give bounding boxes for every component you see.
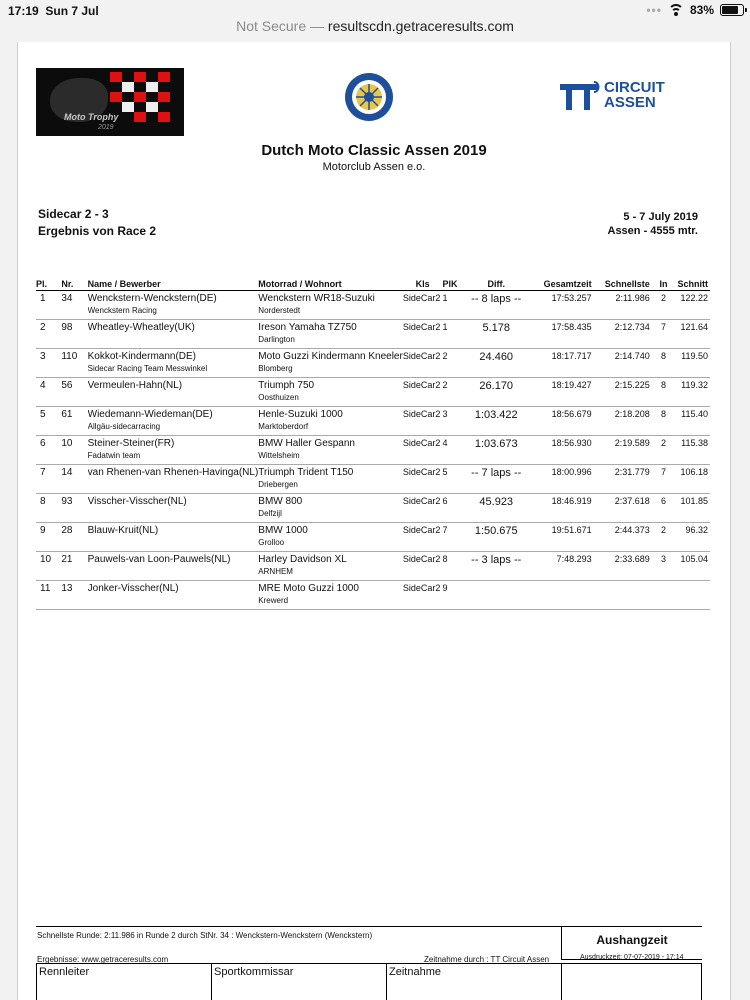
timing-by: Zeitnahme durch : TT Circuit Assen (424, 955, 550, 964)
rider-names: Wenckstern-Wenckstern(DE) (87, 292, 217, 304)
rider-names: Blauw-Kruit(NL) (87, 524, 159, 536)
total-time: 19:51.671 (551, 524, 592, 535)
posted-time-label: Aushangzeit (596, 933, 668, 947)
fastest-lap-number: 7 (661, 321, 667, 332)
rider-names: van Rhenen-van Rhenen-Havinga(NL) (87, 466, 259, 478)
table-row (36, 290, 710, 319)
class-code: SideCar2 (402, 466, 441, 477)
results-footer (36, 926, 702, 1000)
average-speed: 119.50 (681, 350, 708, 361)
fastest-lap: 2:44.373 (614, 524, 650, 535)
fastest-lap-number: 2 (661, 292, 667, 303)
rider-names: Wiedemann-Wiedeman(DE) (87, 408, 213, 420)
position: 5 (40, 408, 46, 420)
url-host: resultscdn.getraceresults.com (327, 18, 514, 34)
average-speed: 106.18 (680, 466, 708, 477)
total-time: 18:17.717 (551, 350, 592, 361)
col-in: In (652, 278, 675, 290)
logo-assen-text: ASSEN (604, 94, 656, 111)
hometown: Driebergen (258, 479, 298, 489)
motorcycle: Harley Davidson XL (258, 553, 347, 565)
class-position: 4 (442, 437, 448, 448)
motorcycle: BMW Haller Gespann (258, 437, 355, 449)
gap: -- 8 laps -- (471, 292, 522, 305)
start-number: 28 (61, 524, 73, 536)
motorcycle: BMW 800 (258, 495, 303, 507)
status-time-date: 17:19 Sun 7 Jul (8, 4, 99, 18)
tt-logo-icon (558, 80, 602, 112)
battery-icon (720, 4, 744, 16)
team-name: Sidecar Racing Team Messwinkel (87, 363, 208, 373)
total-time: 18:56.930 (551, 437, 592, 448)
average-speed: 115.40 (681, 408, 708, 419)
organizer-name: Motorclub Assen e.o. (322, 161, 426, 173)
motorcycle: BMW 1000 (258, 524, 308, 536)
sign-empty-cell (561, 964, 702, 1000)
table-row (36, 464, 710, 493)
fastest-lap: 2:12.734 (614, 321, 650, 332)
motorcycle: Moto Guzzi Kindermann Kneeler (258, 350, 403, 362)
table-header-row (36, 278, 710, 290)
gap: 24.460 (479, 350, 514, 363)
average-speed: 121.64 (680, 321, 708, 332)
position: 3 (40, 350, 46, 362)
total-time: 18:46.919 (551, 495, 592, 506)
start-number: 34 (61, 292, 73, 304)
position: 9 (40, 524, 46, 536)
class-code: SideCar2 (402, 321, 441, 332)
sign-race-director: Rennleiter (36, 964, 211, 1000)
result-name: Ergebnis von Race 2 (38, 224, 157, 238)
table-row (36, 319, 710, 348)
start-number: 61 (61, 408, 73, 420)
rider-names: Pauwels-van Loon-Pauwels(NL) (87, 553, 231, 565)
class-position: 3 (442, 408, 448, 419)
sign-timekeeping: Zeitnahme (386, 964, 561, 1000)
motorclub-seal-icon (344, 72, 394, 122)
fastest-lap-number: 3 (661, 553, 667, 564)
position: 8 (40, 495, 46, 507)
col-diff: Diff. (458, 278, 534, 290)
start-number: 14 (61, 466, 73, 478)
gap: -- 3 laps -- (471, 553, 522, 566)
class-position: 1 (442, 292, 448, 303)
class-code: SideCar2 (402, 582, 441, 593)
class-position: 8 (442, 553, 448, 564)
hometown: Grolloo (258, 537, 285, 547)
class-code: SideCar2 (402, 408, 441, 419)
start-number: 56 (61, 379, 73, 391)
total-time: 18:00.996 (551, 466, 592, 477)
rider-names: Kokkot-Kindermann(DE) (87, 350, 197, 362)
wifi-icon (668, 4, 684, 16)
table-row (36, 377, 710, 406)
date-location (608, 210, 699, 238)
gap: -- 7 laps -- (471, 466, 522, 479)
hometown: Krewerd (258, 595, 289, 605)
average-speed: 119.32 (681, 379, 708, 390)
start-number: 110 (61, 350, 78, 362)
class-position: 9 (442, 582, 448, 593)
total-time: 17:58.435 (551, 321, 592, 332)
gap: 1:50.675 (474, 524, 518, 537)
motorcycle: MRE Moto Guzzi 1000 (258, 582, 359, 594)
col-total: Gesamtzeit (534, 278, 593, 290)
gap: 1:03.673 (474, 437, 518, 450)
hometown: Delfzijl (258, 508, 282, 518)
total-time: 7:48.293 (556, 553, 592, 564)
event-title: Dutch Moto Classic Assen 2019 (261, 142, 487, 159)
average-speed: 96.32 (685, 524, 708, 535)
fastest-lap-number: 2 (661, 437, 667, 448)
table-row (36, 493, 710, 522)
tt-circuit-assen-logo (558, 76, 698, 116)
start-number: 21 (61, 553, 73, 565)
moto-trophy-logo (36, 68, 184, 136)
class-code: SideCar2 (402, 379, 441, 390)
class-name: Sidecar 2 - 3 (38, 207, 109, 221)
fastest-lap: 2:37.618 (614, 495, 650, 506)
rider-names: Visscher-Visscher(NL) (87, 495, 187, 507)
class-heading (38, 206, 156, 240)
table-row (36, 551, 710, 580)
fastest-lap: 2:18.208 (614, 408, 650, 419)
table-row (36, 522, 710, 551)
hometown: Wittelsheim (258, 450, 300, 460)
multitask-dots-icon: ••• (646, 3, 662, 17)
fastest-lap: 2:19.589 (614, 437, 650, 448)
print-date: Ausdruckzeit: 07-07-2019 - 17:14 (580, 954, 684, 961)
team-name: Fadatwin team (87, 450, 141, 460)
start-number: 10 (61, 437, 73, 449)
average-speed: 105.04 (680, 553, 708, 564)
hometown: ARNHEM (258, 566, 293, 576)
hometown: Norderstedt (258, 305, 301, 315)
team-name: Allgäu-sidecarracing (87, 421, 161, 431)
rider-names: Wheatley-Wheatley(UK) (87, 321, 195, 333)
class-position: 2 (442, 350, 448, 361)
logo-circuit-text: CIRCUIT (604, 79, 665, 96)
position: 6 (40, 437, 46, 449)
hometown: Marktoberdorf (258, 421, 309, 431)
start-number: 13 (61, 582, 73, 594)
team-name: Wenckstern Racing (87, 305, 157, 315)
motorcycle: Ireson Yamaha TZ750 (258, 321, 357, 333)
class-code: SideCar2 (402, 350, 441, 361)
battery-percent: 83% (689, 3, 714, 17)
position: 1 (40, 292, 46, 304)
position: 11 (40, 582, 51, 594)
track-location: Assen - 4555 mtr. (607, 225, 698, 237)
col-name: Name / Bewerber (88, 278, 259, 290)
table-row (36, 406, 710, 435)
position: 2 (40, 321, 46, 333)
fastest-lap-number: 8 (661, 379, 667, 390)
average-speed: 115.38 (681, 437, 708, 448)
table-row (36, 348, 710, 377)
average-speed: 101.85 (680, 495, 708, 506)
logo-left-text: Moto Trophy (64, 112, 119, 122)
start-number: 93 (61, 495, 73, 507)
hometown: Darlington (258, 334, 295, 344)
hometown: Oosthuizen (258, 392, 299, 402)
event-dates: 5 - 7 July 2019 (623, 211, 698, 223)
col-plk: PlK (442, 278, 458, 289)
rider-names: Vermeulen-Hahn(NL) (87, 379, 183, 391)
gap: 5.178 (482, 321, 510, 334)
logo-left-year: 2019 (98, 124, 114, 131)
start-number: 98 (61, 321, 73, 333)
fastest-lap-number: 8 (661, 408, 667, 419)
class-code: SideCar2 (402, 553, 441, 564)
col-kls: Kls (403, 278, 443, 290)
gap: 45.923 (479, 495, 514, 508)
gap: 1:03.422 (474, 408, 518, 421)
fastest-lap: 2:15.225 (614, 379, 650, 390)
fastest-lap-number: 6 (661, 495, 667, 506)
fastest-lap-number: 2 (661, 524, 667, 535)
class-code: SideCar2 (402, 495, 441, 506)
col-nr: Nr. (61, 278, 87, 290)
fastest-lap: 2:11.986 (615, 292, 650, 303)
class-position: 2 (442, 379, 448, 390)
class-position: 1 (442, 321, 448, 332)
security-label: Not Secure — (236, 18, 328, 34)
result-document (17, 42, 731, 1000)
position: 7 (40, 466, 46, 478)
average-speed: 122.22 (680, 292, 708, 303)
class-position: 7 (442, 524, 448, 535)
class-position: 5 (442, 466, 448, 477)
col-bike: Motorrad / Wohnort (258, 278, 403, 290)
class-code: SideCar2 (402, 292, 441, 303)
fastest-lap: 2:31.779 (614, 466, 650, 477)
table-row (36, 435, 710, 464)
sign-steward: Sportkommissar (211, 964, 386, 1000)
motorcycle: Henle-Suzuki 1000 (258, 408, 343, 420)
address-bar[interactable] (0, 18, 750, 40)
fastest-lap: 2:33.689 (614, 553, 650, 564)
fastest-lap-note: Schnellste Runde: 2:11.986 in Runde 2 durch StNr. 34 : Wenckstern-Wenckstern (Wenckstern) (37, 931, 373, 940)
hometown: Blomberg (258, 363, 293, 373)
fastest-lap-number: 7 (661, 466, 667, 477)
table-row (36, 580, 710, 609)
gap: 26.170 (479, 379, 514, 392)
rider-names: Jonker-Visscher(NL) (87, 582, 179, 594)
results-website: Ergebnisse: www.getraceresults.com (37, 955, 169, 964)
class-code: SideCar2 (402, 524, 441, 535)
class-code: SideCar2 (402, 437, 441, 448)
motorcycle: Triumph 750 (258, 379, 315, 391)
position: 10 (40, 553, 52, 565)
fastest-lap: 2:14.740 (614, 350, 650, 361)
results-table (36, 278, 710, 610)
total-time: 18:19.427 (551, 379, 592, 390)
posted-time-box (561, 927, 702, 960)
fastest-lap-number: 8 (661, 350, 667, 361)
class-position: 6 (442, 495, 448, 506)
rider-names: Steiner-Steiner(FR) (87, 437, 175, 449)
signature-row (36, 963, 702, 1000)
total-time: 18:56.679 (551, 408, 592, 419)
col-pl: Pl. (36, 278, 61, 290)
position: 4 (40, 379, 46, 391)
total-time: 17:53.257 (551, 292, 592, 303)
motorcycle: Wenckstern WR18-Suzuki (258, 292, 375, 304)
motorcycle: Triumph Trident T150 (258, 466, 354, 478)
col-fastest: Schnellste (594, 278, 652, 290)
col-avg: Schnitt (675, 278, 710, 290)
